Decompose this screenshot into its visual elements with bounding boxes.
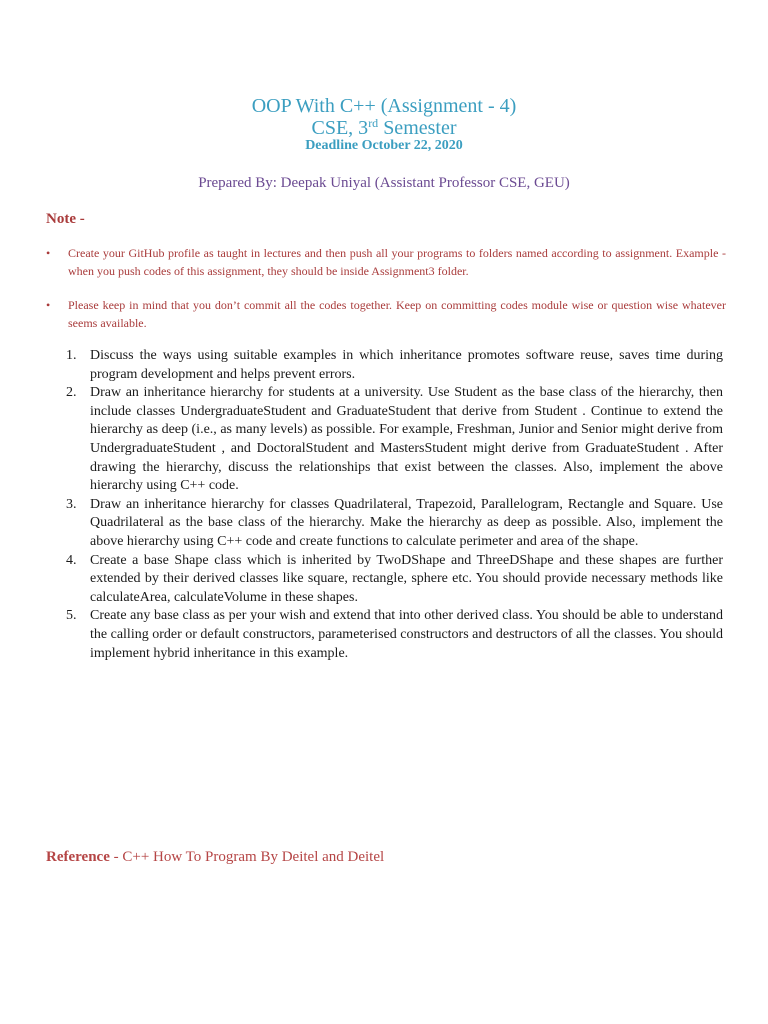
course-semester-suffix: Semester (378, 117, 457, 139)
note-item-text: Please keep in mind that you don’t commit all the codes together. Keep on committing codes module wise or question wise whatever seems available. (68, 298, 726, 330)
question-number: 2. (66, 385, 77, 401)
question-text: Draw an inheritance hierarchy for classes Quadrilateral, Trapezoid, Parallelogram, Rectangle and Square. Use Quadrilateral as the base class of the hierarchy. Make the hierarchy as deep as possible. Also, implement the above hierarchy using C++ code and create functions to calculate perimeter and area of the shape. (90, 496, 723, 549)
question-number: 3. (66, 496, 77, 512)
question-text: Draw an inheritance hierarchy for students at a university. Use Student as the base class of the hierarchy, then include classes UndergraduateStudent and GraduateStudent that derive from Student . Continue to extend the hierarchy as deep (i.e., as many levels) as possible. For example, Freshman, Junior and Senior might derive from UndergraduateStudent , and DoctoralStudent and MastersStudent might derive from GraduateStudent . After drawing the hierarchy, discuss the relationships that exist between the classes. Also, implement the above hierarchy using C++ code. (90, 385, 723, 494)
question-item (66, 496, 723, 552)
deadline: Deadline October 22, 2020 (305, 138, 463, 153)
note-item (46, 244, 726, 280)
question-number: 1. (66, 348, 77, 363)
question-item (66, 347, 723, 384)
reference (46, 848, 384, 866)
note-list (46, 244, 726, 348)
note-item (46, 296, 726, 332)
prepared-by: Prepared By: Deepak Uniyal (Assistant Professor CSE, GEU) (198, 175, 570, 191)
note-item-text: Create your GitHub profile as taught in lectures and then push all your programs to folders named according to assignment. Example - when you push codes of this assignment, they should be inside Assignment3 folder. (68, 246, 726, 278)
note-heading: Note - (46, 211, 85, 227)
reference-label: Reference (46, 849, 110, 865)
question-text: Create any base class as per your wish and extend that into other derived class. You should be able to understand the calling order or default constructors, parameterised constructors and destructors of all the classes. You should implement hybrid inheritance in this example. (90, 608, 723, 661)
question-item (66, 552, 723, 608)
bullet-icon: • (46, 246, 51, 260)
course-semester (0, 117, 768, 139)
bullet-icon: • (46, 298, 51, 312)
question-item (66, 607, 723, 663)
semester-ordinal-suffix: rd (368, 116, 379, 130)
question-text: Discuss the ways using suitable examples in which inheritance promotes software reuse, saves time during program development and helps prevent errors. (90, 348, 723, 382)
reference-text: C++ How To Program By Deitel and Deitel (122, 849, 385, 865)
question-number: 4. (66, 552, 77, 568)
reference-separator: - (109, 849, 123, 865)
question-text: Create a base Shape class which is inherited by TwoDShape and ThreeDShape and these shapes are further extended by their derived classes like square, rectangle, sphere etc. You should provide necessary methods like calculateArea, calculateVolume in these shapes. (90, 552, 723, 605)
assignment-title: OOP With C++ (Assignment - 4) (251, 95, 517, 117)
question-item (66, 384, 723, 496)
question-number: 5. (66, 608, 77, 624)
course-semester-prefix: CSE, 3 (311, 117, 369, 139)
question-list (66, 347, 723, 663)
